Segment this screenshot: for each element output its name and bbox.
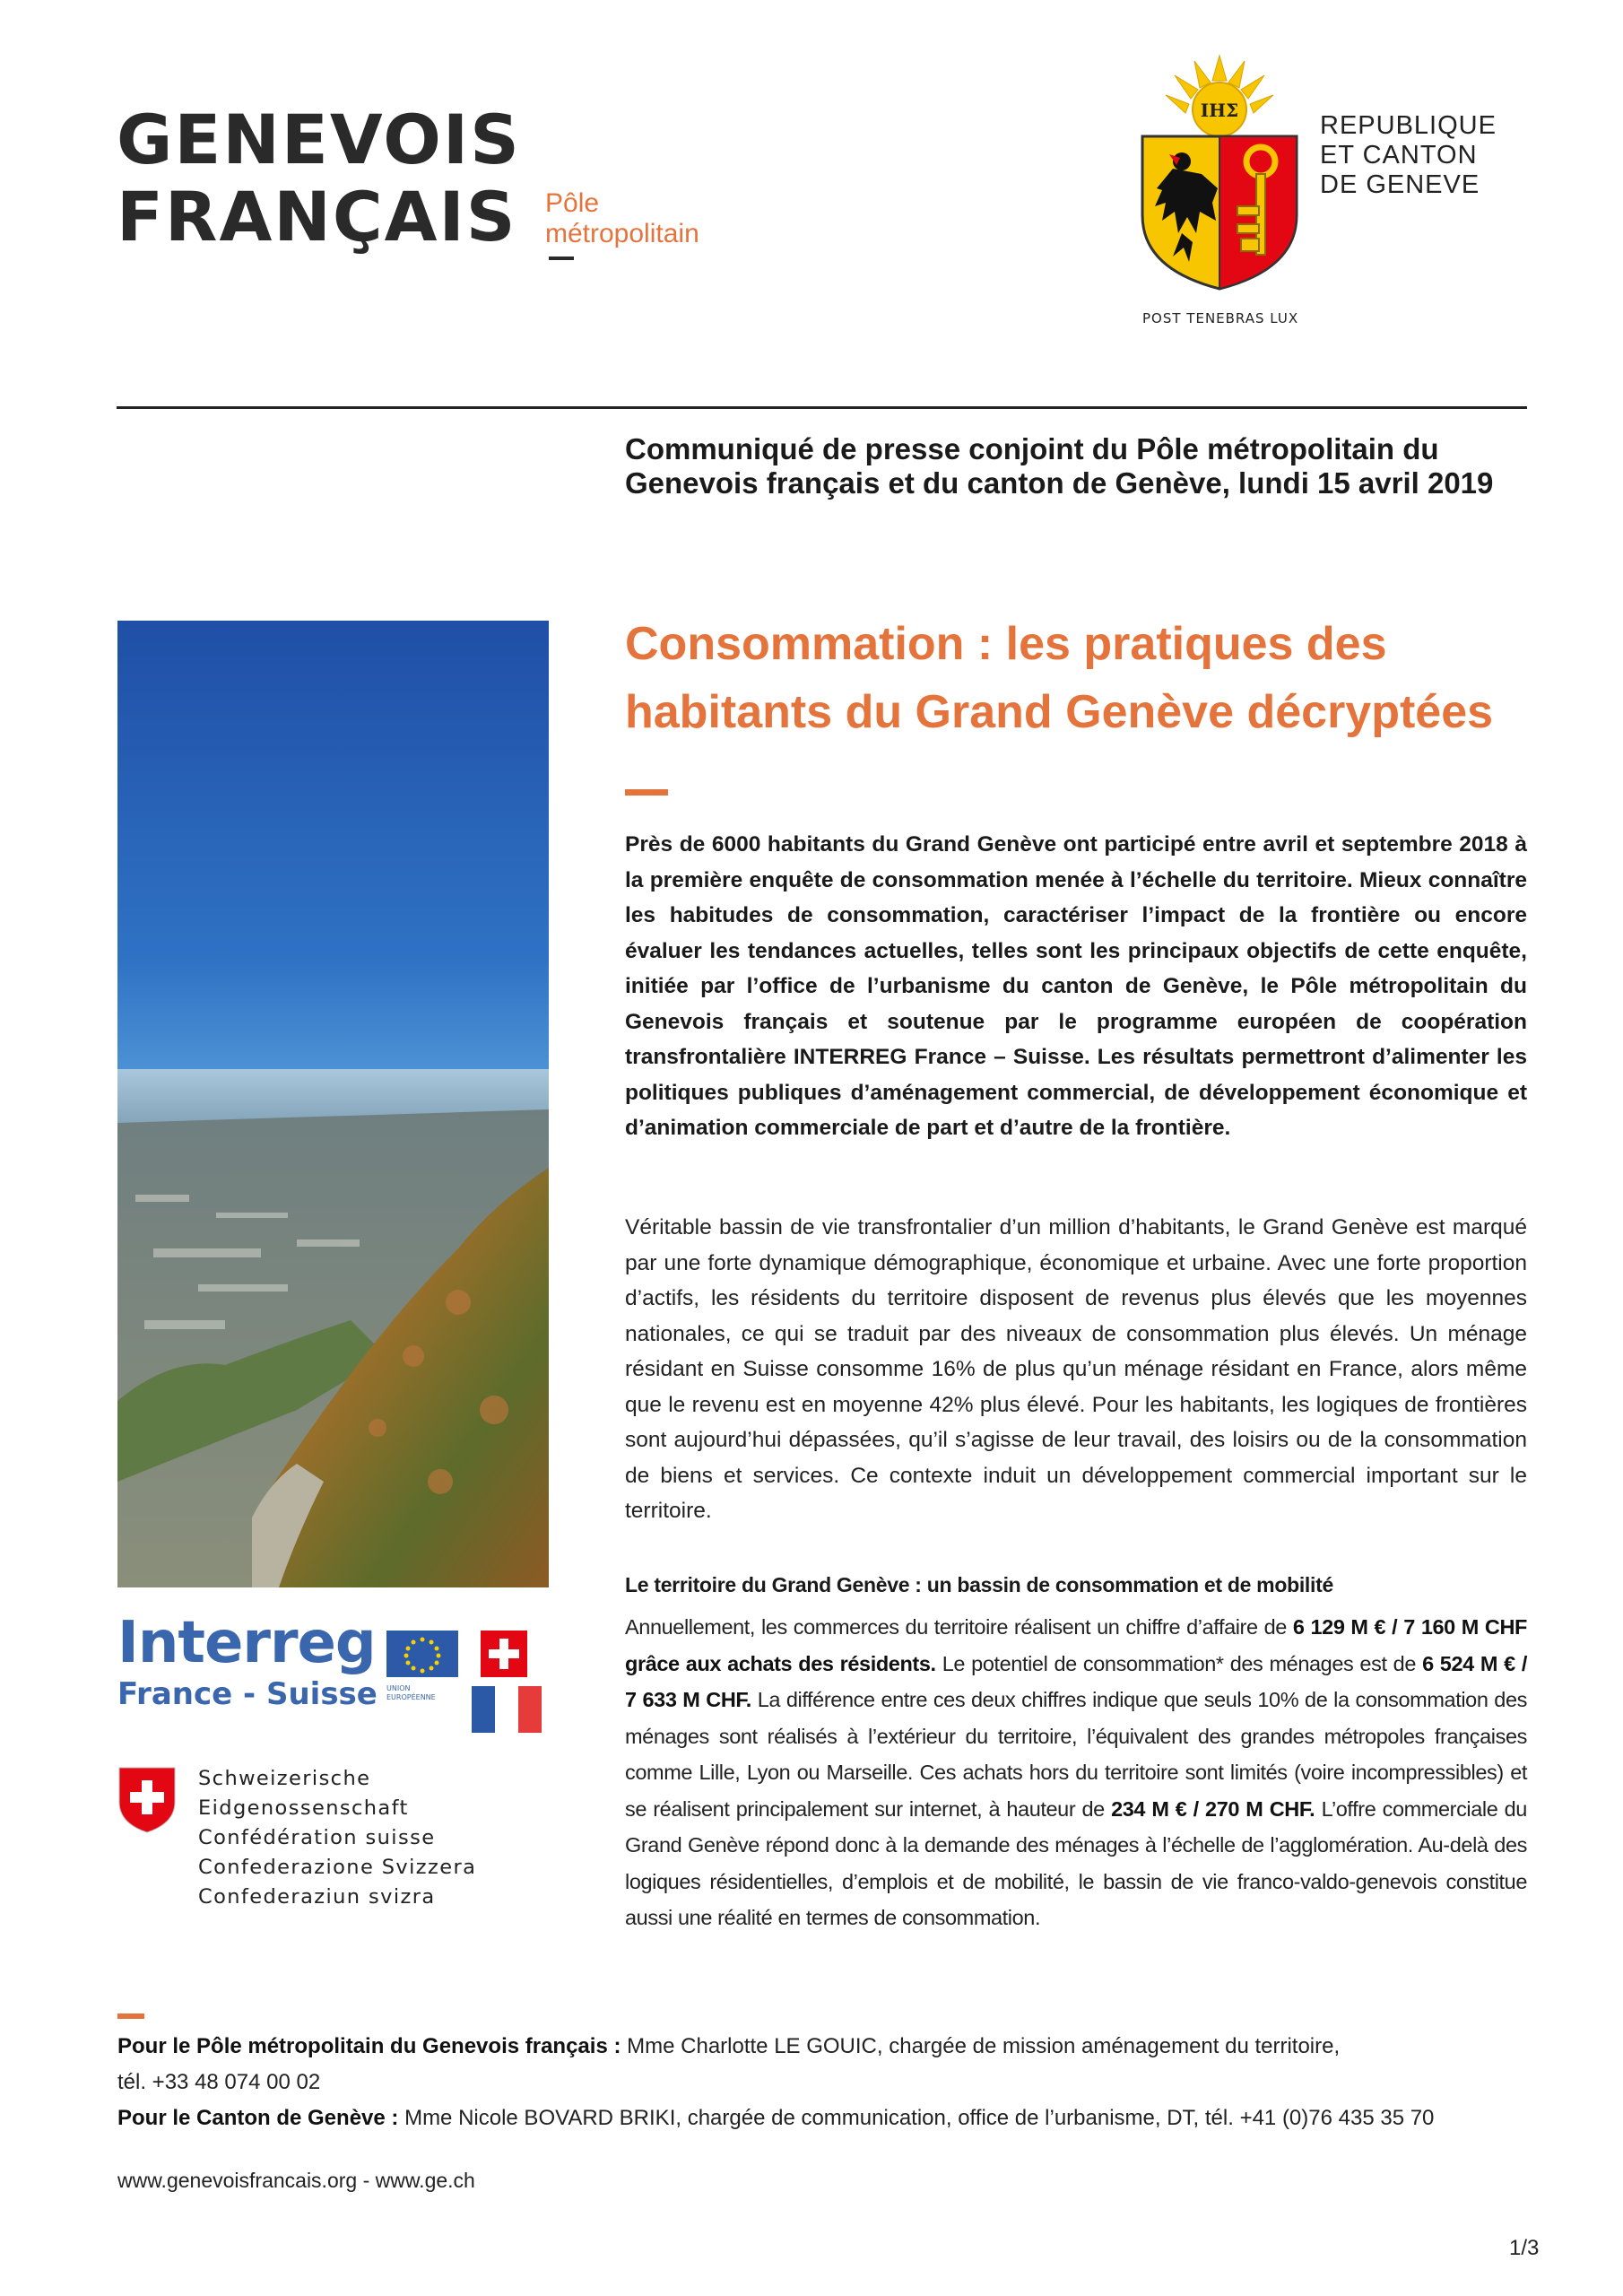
swiss-name-it: Confederazione Svizzera xyxy=(198,1856,477,1879)
eu-caption xyxy=(386,1684,436,1702)
headline: Consommation : les pratiques des habitants du Grand Genève décryptées xyxy=(625,618,1494,738)
logo-word-genevois: GENEVOIS xyxy=(117,100,521,179)
landscape-image xyxy=(117,621,549,1587)
body-paragraph: Véritable bassin de vie transfrontalier d’un million d’habitants, le Grand Genève est marqué par une forte dynamique démographique, économique et urbaine. Avec une forte proportion d’actifs, les résidents du territoire disposent de revenus plus élevés que les moyennes nationales, ce qui se traduit par des niveaux de consommation plus élevés. Un ménage résidant en Suisse consomme 16% de plus qu’un ménage résidant en France, alors même que le revenu est en moyenne 42% plus élevé. Pour les habitants, les logiques de frontières sont aujourd’hui dépassées, qu’il s’agisse de leur travail, des loisirs ou de la consommation de biens et services. Ce contexte induit un développement commercial important sur le territoire. xyxy=(625,1215,1527,1523)
header-divider xyxy=(117,406,1527,409)
section-heading: Le territoire du Grand Genève : un bassin de consommation et de mobilité xyxy=(625,1573,1333,1596)
eu-caption-line1: UNION xyxy=(386,1684,411,1692)
figure-highlight: 6 129 M € / 7 160 M CHF grâce aux achats des résidents. xyxy=(625,1615,1527,1675)
canton-motto: POST TENEBRAS LUX xyxy=(1142,310,1299,326)
contact-pole xyxy=(117,2029,1570,2065)
headline-dash xyxy=(625,789,668,796)
text-run: Annuellement, les commerces du territoire réalisent un chiffre d’affaire de xyxy=(625,1615,1293,1639)
contact-text: Mme Nicole BOVARD BRIKI, chargée de communication, office de l’urbanisme, DT, tél. +41 (0)76 435 35 70 xyxy=(398,2106,1435,2130)
genevois-francais-logo xyxy=(117,100,744,267)
contact-phone: tél. +33 48 074 00 02 xyxy=(117,2070,321,2094)
interreg-logo xyxy=(117,1610,549,1740)
swiss-name-de: Schweizerische Eidgenossenschaft xyxy=(198,1767,409,1820)
swiss-name-fr: Confédération suisse xyxy=(198,1826,436,1849)
swiss-confederation-names xyxy=(198,1764,566,1912)
figure-highlight: 234 M € / 270 M CHF. xyxy=(1111,1796,1315,1821)
logo-subtitle-line1: Pôle xyxy=(545,188,600,218)
footer-dash xyxy=(117,2013,144,2019)
eu-flag-icon xyxy=(386,1631,458,1677)
website-links: www.genevoisfrancais.org - www.ge.ch xyxy=(117,2169,475,2192)
contact-text: Mme Charlotte LE GOUIC, chargée de mission aménagement du territoire, xyxy=(621,2034,1341,2058)
swiss-confederation-logo xyxy=(117,1762,566,1909)
page-number: 1/3 xyxy=(1509,2236,1540,2260)
body-paragraph-figures xyxy=(625,1609,1527,1936)
contact-canton xyxy=(117,2100,1570,2136)
intro-paragraph: Près de 6000 habitants du Grand Genève ont participé entre avril et septembre 2018 à la première enquête de consommation menée à l’échelle du territoire. Mieux connaître les habitudes de consommation, caractériser l’impact de la frontière ou encore évaluer les tendances actuelles, telles sont les principaux objectifs de cette enquête, initiée par l’office de l’urbanisme du canton de Genève, le Pôle métropolitain du Genevois français et soutenue par le programme européen de coopération transfrontalière INTERREG France – Suisse. Les résultats permettront d’alimenter les politiques publiques d’aménagement commercial, de développement économique et d’animation commerciale de part et d’autre de la frontière. xyxy=(625,832,1527,1140)
canton-name-line1: REPUBLIQUE xyxy=(1320,111,1497,140)
french-flag-icon xyxy=(472,1686,542,1733)
aerial-landscape-photo xyxy=(117,621,549,1587)
text-run: La différence entre ces deux chiffres indique que seuls 10% de la consommation des ménages sont réalisés à l’extérieur du territoire, l’équivalent des grandes métropoles françaises comme Lille, Lyon ou Marseille. Ces achats hors du territoire sont limités (voire incompressibles) et se réalisent principalement sur internet, à hauteur de xyxy=(625,1688,1527,1821)
swiss-flag-icon xyxy=(481,1631,527,1677)
svg-text:IHΣ: IHΣ xyxy=(1200,100,1239,121)
swiss-shield-icon xyxy=(117,1766,177,1834)
canton-name xyxy=(1320,111,1497,200)
text-run: Le potentiel de consommation* des ménages est de xyxy=(935,1651,1423,1675)
swiss-name-rm: Confederaziun svizra xyxy=(198,1885,436,1909)
logo-subtitle-line2: métropolitain xyxy=(545,219,699,248)
logo-dash xyxy=(549,257,574,260)
interreg-subtitle: France - Suisse xyxy=(117,1676,378,1712)
press-release-title: Communiqué de presse conjoint du Pôle métropolitain du Genevois français et du canton de Genève, lundi 15 avril 2019 xyxy=(625,432,1494,500)
geneva-crest-icon xyxy=(1130,54,1309,296)
figure-highlight: 6 524 M € / 7 633 M CHF. xyxy=(625,1651,1528,1711)
canton-name-line2: ET CANTON xyxy=(1320,141,1478,170)
logo-subtitle xyxy=(545,188,699,249)
geneva-canton-logo xyxy=(1130,54,1524,341)
contact-label: Pour le Pôle métropolitain du Genevois français : xyxy=(117,2034,621,2058)
logo-word-francais: FRANÇAIS xyxy=(117,177,517,257)
contact-label: Pour le Canton de Genève : xyxy=(117,2106,399,2130)
canton-name-line3: DE GENEVE xyxy=(1320,170,1480,199)
eu-caption-line2: EUROPÉENNE xyxy=(386,1693,436,1701)
press-contacts xyxy=(117,2029,1570,2136)
interreg-word: Interreg xyxy=(117,1610,376,1676)
text-run: L’offre commerciale du Grand Genève répond donc à la demande des ménages à l’échelle de l’agglomération. Au-delà des logiques résidentielles, d’emplois et de mobilité, le bassin de vie franco-valdo-genevois constitue aussi une réalité en termes de consommation. xyxy=(625,1796,1527,1929)
